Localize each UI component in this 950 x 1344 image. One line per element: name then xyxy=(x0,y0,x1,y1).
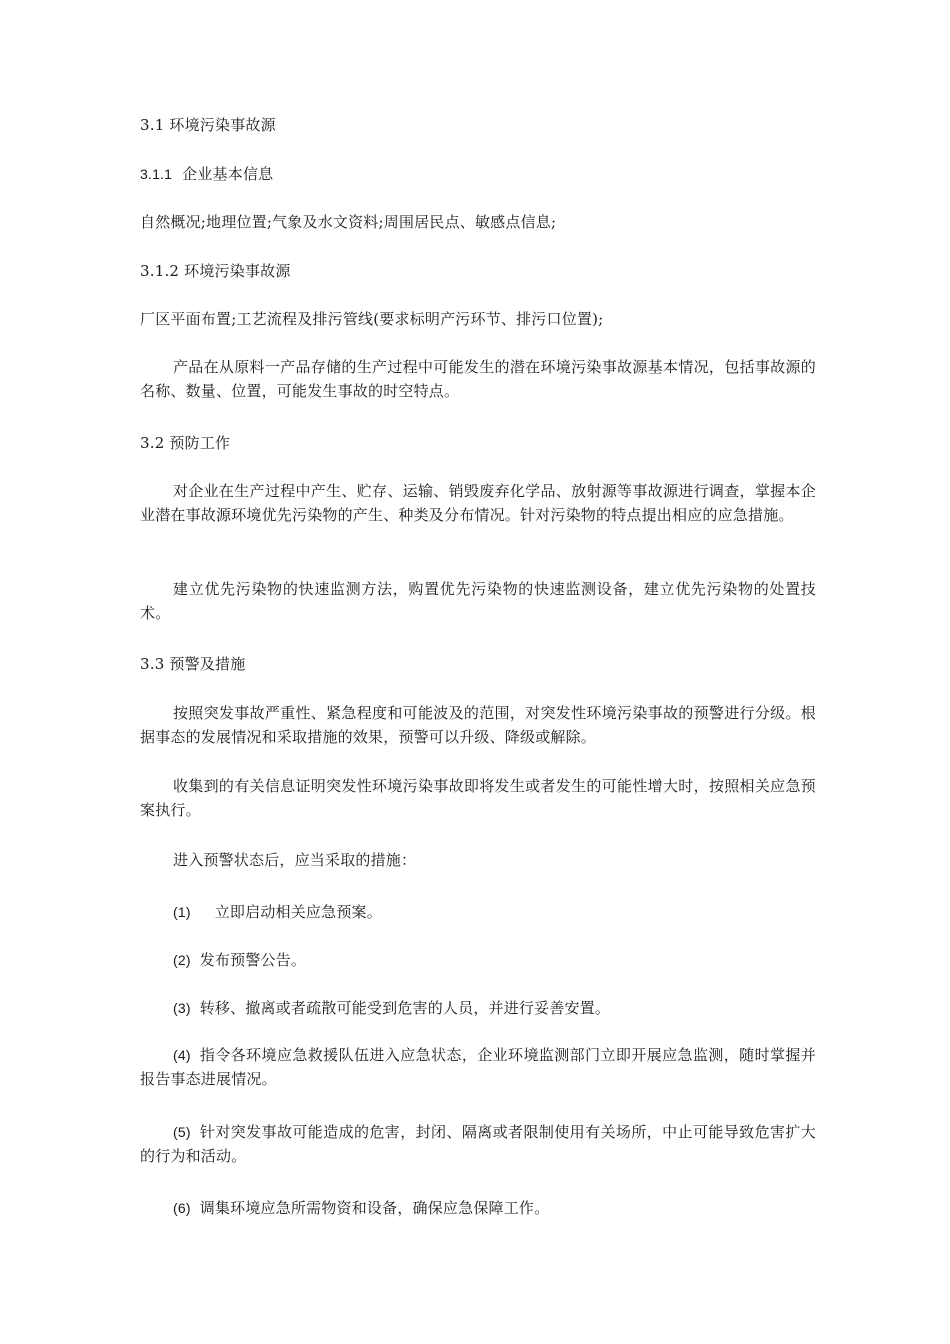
paragraph-prevention-2: 建立优先污染物的快速监测方法，购置优先污染物的快速监测设备，建立优先污染物的处置技术。 xyxy=(140,580,816,622)
heading-3-2: 3.2 预防工作 xyxy=(140,434,231,452)
heading-3-1-1 xyxy=(140,162,820,186)
paragraph-prevention-1: 对企业在生产过程中产生、贮存、运输、销毁废弃化学品、放射源等事故源进行调查，掌握本企业潜在事故源环境优先污染物的产生、种类及分布情况。针对污染物的特点提出相应的应急措施。 xyxy=(140,482,816,524)
list-item-number: (2) xyxy=(173,952,191,968)
list-item-number: (5) xyxy=(173,1124,191,1140)
list-item-text: 调集环境应急所需物资和设备，确保应急保障工作。 xyxy=(199,1199,550,1217)
list-item-number: (1) xyxy=(173,904,191,920)
list-item xyxy=(140,1043,816,1091)
paragraph-warning-2: 收集到的有关信息证明突发性环境污染事故即将发生或者发生的可能性增大时，按照相关应急预案执行。 xyxy=(140,777,816,819)
list-item xyxy=(140,1120,816,1168)
list-item-text: 立即启动相关应急预案。 xyxy=(214,903,382,921)
paragraph-basic-info: 自然概况;地理位置;气象及水文资料;周围居民点、敏感点信息; xyxy=(140,213,557,231)
heading-3-1-1-number: 3.1.1 xyxy=(140,166,173,182)
heading-3-1: 3.1 环境污染事故源 xyxy=(140,116,276,134)
paragraph-warning-1: 按照突发事故严重性、紧急程度和可能波及的范围，对突发性环境污染事故的预警进行分级。根据事态的发展情况和采取措施的效果，预警可以升级、降级或解除。 xyxy=(140,704,816,746)
list-item-number: (3) xyxy=(173,1000,191,1016)
heading-3-1-2: 3.1.2 环境污染事故源 xyxy=(140,262,291,280)
list-item xyxy=(173,1196,853,1220)
list-item xyxy=(173,996,853,1020)
heading-3-3: 3.3 预警及措施 xyxy=(140,655,246,673)
paragraph-products: 产品在从原料一产品存储的生产过程中可能发生的潜在环境污染事故源基本情况，包括事故源的名称、数量、位置，可能发生事故的时空特点。 xyxy=(140,358,816,400)
list-item-number: (4) xyxy=(173,1047,191,1063)
list-item xyxy=(173,948,853,972)
paragraph-measures-intro: 进入预警状态后，应当采取的措施： xyxy=(173,851,417,869)
heading-3-1-1-text: 企业基本信息 xyxy=(182,165,274,183)
list-item-number: (6) xyxy=(173,1200,191,1216)
list-item-text: 针对突发事故可能造成的危害，封闭、隔离或者限制使用有关场所，中止可能导致危害扩大的行为和活动。 xyxy=(140,1123,816,1165)
list-item-text: 转移、撤离或者疏散可能受到危害的人员，并进行妥善安置。 xyxy=(199,999,611,1017)
list-item-text: 发布预警公告。 xyxy=(199,951,307,969)
list-item-text: 指令各环境应急救援队伍进入应急状态，企业环境监测部门立即开展应急监测，随时掌握并报告事态进展情况。 xyxy=(140,1046,816,1088)
list-item xyxy=(173,900,853,924)
paragraph-plant-layout: 厂区平面布置;工艺流程及排污管线(要求标明产污环节、排污口位置); xyxy=(140,310,604,328)
